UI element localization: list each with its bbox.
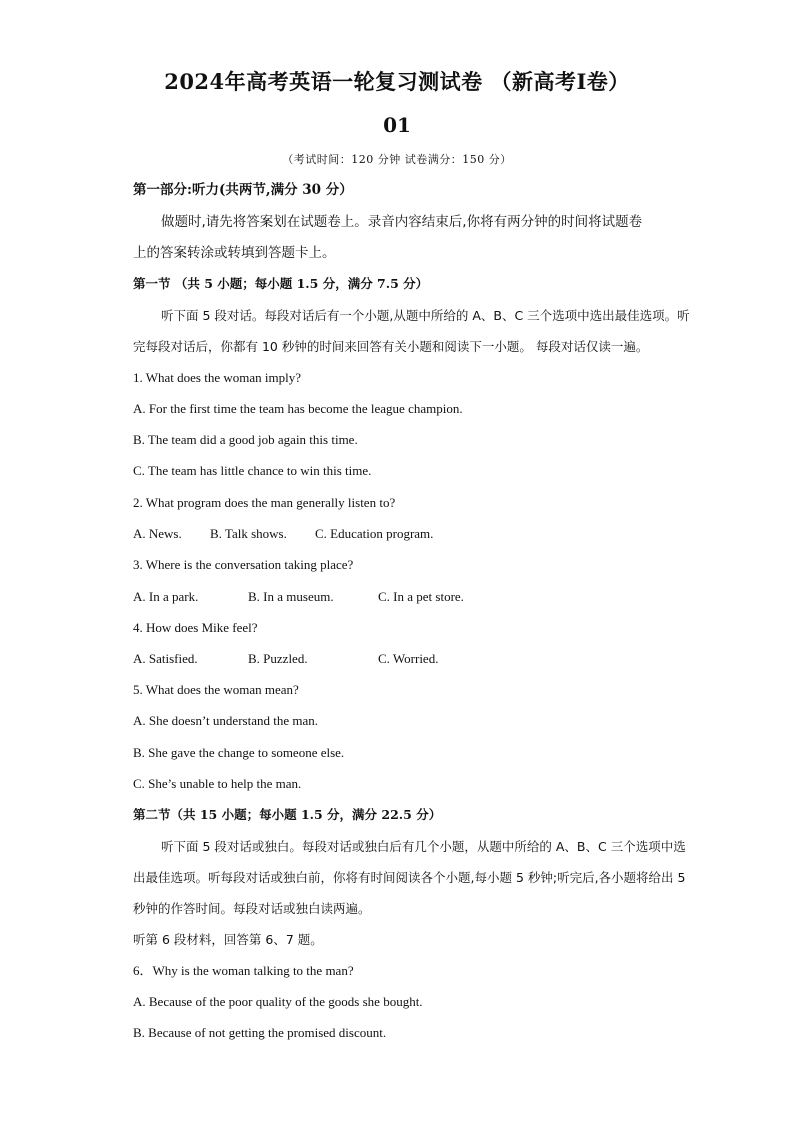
question-3: 3. Where is the conversation taking place? bbox=[133, 557, 354, 572]
question-5-option-b: B. She gave the change to someone else. bbox=[133, 745, 345, 760]
section2-instruction-line3: 秒钟的作答时间。每段对话或独白读两遍。 bbox=[133, 901, 371, 916]
question-1-option-c: C. The team has little chance to win this time. bbox=[133, 463, 372, 478]
question-4-option-c: C. Worried. bbox=[378, 651, 439, 666]
question-2-option-c: C. Education program. bbox=[315, 526, 434, 541]
question-5-option-c: C. She’s unable to help the man. bbox=[133, 776, 302, 791]
exam-info: （考试时间：120 分钟 试卷满分：150 分） bbox=[282, 153, 512, 166]
question-1-option-a: A. For the first time the team has become the league champion. bbox=[133, 401, 463, 416]
question-4: 4. How does Mike feel? bbox=[133, 620, 258, 635]
paper-number: 01 bbox=[383, 113, 411, 137]
material-6-label: 听第 6 段材料，回答第 6、7 题。 bbox=[133, 932, 323, 947]
question-2: 2. What program does the man generally listen to? bbox=[133, 495, 396, 510]
question-3-option-c: C. In a pet store. bbox=[378, 589, 464, 604]
question-3-option-b: B. In a museum. bbox=[248, 589, 334, 604]
page-title: 2024年高考英语一轮复习测试卷 （新高考Ⅰ卷） bbox=[164, 69, 630, 94]
part1-intro-line1: 做题时,请先将答案划在试题卷上。录音内容结束后,你将有两分钟的时间将试题卷 bbox=[161, 214, 643, 230]
question-6-option-b: B. Because of not getting the promised discount. bbox=[133, 1025, 387, 1040]
part1-intro-line2: 上的答案转涂或转填到答题卡上。 bbox=[133, 245, 336, 261]
question-6-option-a: A. Because of the poor quality of the goods she bought. bbox=[133, 994, 423, 1009]
question-6: 6．Why is the woman talking to the man? bbox=[133, 963, 354, 978]
section2-heading: 第二节（共 15 小题；每小题 1.5 分，满分 22.5 分） bbox=[133, 807, 442, 822]
question-5-option-a: A. She doesn’t understand the man. bbox=[133, 713, 318, 728]
question-2-option-a: A. News. bbox=[133, 526, 182, 541]
question-2-option-b: B. Talk shows. bbox=[210, 526, 287, 541]
question-3-option-a: A. In a park. bbox=[133, 589, 199, 604]
question-1: 1. What does the woman imply? bbox=[133, 370, 302, 385]
section1-instruction-line2: 完每段对话后，你都有 10 秒钟的时间来回答有关小题和阅读下一小题。 每段对话仅读一遍。 bbox=[133, 339, 649, 354]
section2-instruction-line1: 听下面 5 段对话或独白。每段对话或独白后有几个小题，从题中所给的 A、B、C 三个选项中选 bbox=[161, 839, 686, 854]
question-4-option-a: A. Satisfied. bbox=[133, 651, 198, 666]
section1-instruction-line1: 听下面 5 段对话。每段对话后有一个小题,从题中所给的 A、B、C 三个选项中选出最佳选项。听 bbox=[161, 308, 690, 323]
question-1-option-b: B. The team did a good job again this time. bbox=[133, 432, 358, 447]
section1-heading: 第一节 （共 5 小题；每小题 1.5 分，满分 7.5 分） bbox=[133, 276, 429, 291]
section2-instruction-line2: 出最佳选项。听每段对话或独白前，你将有时间阅读各个小题,每小题 5 秒钟;听完后,各小题将给出 5 bbox=[133, 870, 686, 885]
question-4-option-b: B. Puzzled. bbox=[248, 651, 308, 666]
question-5: 5. What does the woman mean? bbox=[133, 682, 299, 697]
part1-heading: 第一部分:听力(共两节,满分 30 分） bbox=[133, 182, 353, 198]
